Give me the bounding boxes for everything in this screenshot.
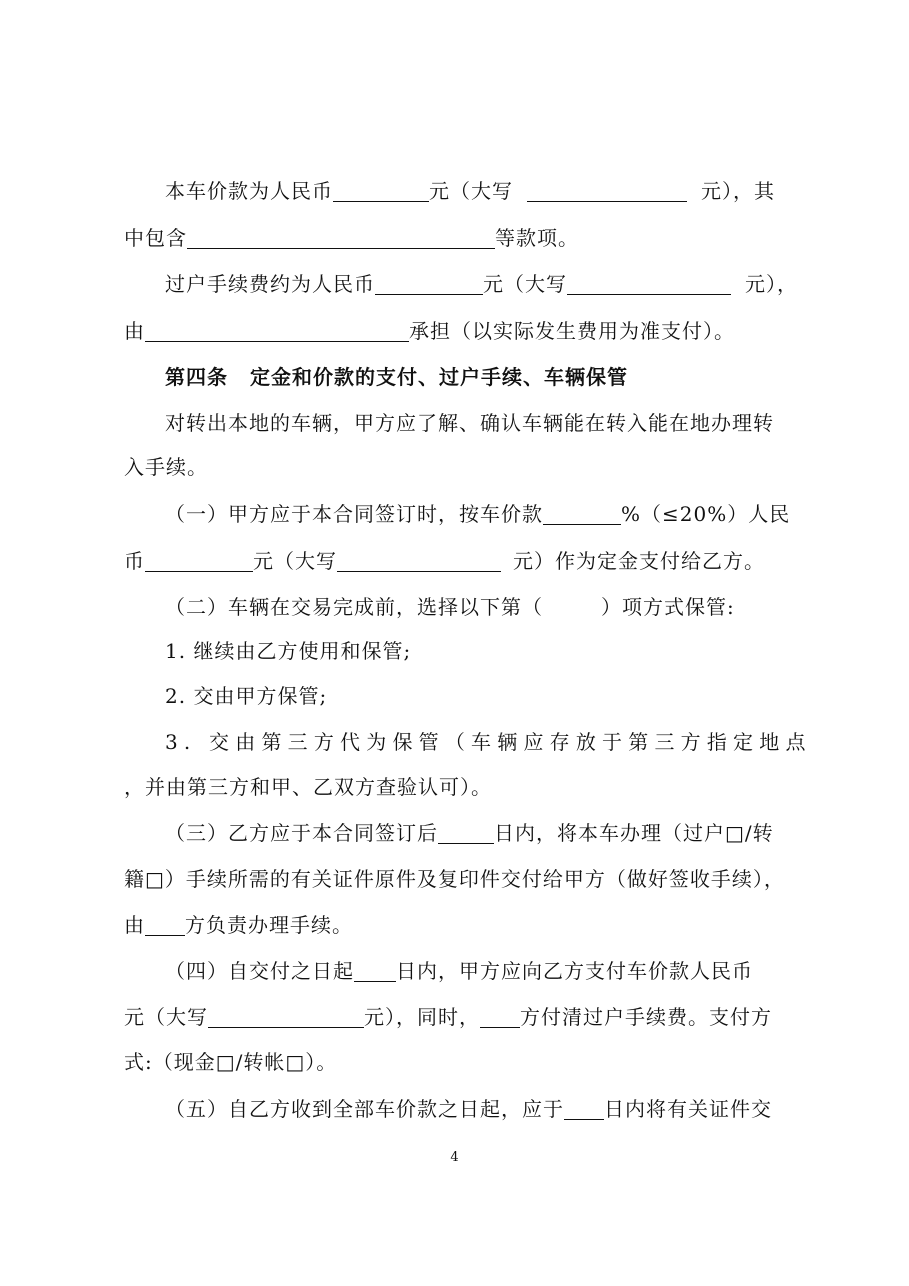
fee-settle-party-blank[interactable]: [480, 1003, 520, 1028]
transfer-fee-uppercase-blank[interactable]: [567, 270, 731, 295]
certificates-days-blank[interactable]: [564, 1095, 604, 1120]
payment-uppercase-blank[interactable]: [208, 1003, 364, 1028]
payment-method-line: [124, 1046, 337, 1078]
text: 对转出本地的车辆，甲方应了解、确认车辆能在转入能在地办理转: [165, 411, 774, 435]
text: 由: [124, 319, 145, 343]
transfer-fee-blank[interactable]: [375, 270, 483, 295]
text: 元（大写: [124, 1005, 208, 1029]
text: 由: [124, 913, 145, 937]
text: 元（大写: [483, 272, 567, 296]
payment-line: [165, 955, 753, 987]
text: 籍□）手续所需的有关证件原件及复印件交付给甲方（做好签收手续），: [124, 867, 785, 891]
fee-payer-line: [124, 315, 735, 347]
text: （五）自乙方收到全部车价款之日起，应于: [165, 1097, 564, 1121]
custody-option-1: [165, 635, 411, 667]
text: 日内，将本车办理（过户□/转: [494, 821, 774, 845]
text: 元（大写: [429, 179, 513, 203]
text: ）项方式保管:: [601, 595, 735, 619]
text: （二）车辆在交易完成前，选择以下第（: [165, 595, 543, 619]
payment-days-blank[interactable]: [354, 957, 396, 982]
deposit-line: [165, 498, 790, 530]
text: 3. 交由第三方代为保管（车辆应存放于第三方指定地点: [165, 730, 812, 754]
text: 币: [124, 549, 145, 573]
custody-option-3-cont: [124, 771, 492, 803]
text: 中包含: [124, 226, 187, 250]
text: 元），其: [701, 179, 775, 203]
text: 元（大写: [253, 549, 337, 573]
payment-line-cont: [124, 1001, 772, 1033]
custody-option-3: [165, 726, 812, 758]
documents-line: [165, 817, 774, 849]
text: ，并由第三方和甲、乙双方查验认可）。: [124, 775, 492, 799]
text: 1. 继续由乙方使用和保管;: [165, 639, 412, 663]
text: 承担（以实际发生费用为准支付）。: [409, 319, 735, 343]
price-uppercase-blank[interactable]: [527, 177, 687, 202]
documents-handler-line: [124, 909, 353, 941]
article-four-heading: [165, 361, 628, 393]
text: 式:（现金□/转帐□）。: [124, 1050, 338, 1074]
text: 方负责办理手续。: [185, 913, 353, 937]
article-number: 第四条: [165, 365, 228, 389]
documents-days-blank[interactable]: [438, 819, 494, 844]
paragraph-line: [124, 451, 208, 483]
text: 日内将有关证件交: [604, 1097, 772, 1121]
text: 入手续。: [124, 455, 208, 479]
fee-payer-blank[interactable]: [145, 317, 409, 342]
text: 元），同时，: [364, 1005, 480, 1029]
text: 过户手续费约为人民币: [165, 272, 375, 296]
deposit-amount-line: [124, 545, 765, 577]
deposit-amount-blank[interactable]: [145, 547, 253, 572]
transfer-fee-line: [165, 268, 798, 300]
price-includes-line: [124, 222, 579, 254]
text: 元），: [745, 272, 798, 296]
page-number: 4: [450, 1150, 459, 1165]
includes-items-blank[interactable]: [187, 224, 495, 249]
text: 元）作为定金支付给乙方。: [513, 549, 765, 573]
handler-party-blank[interactable]: [145, 911, 185, 936]
text: 2. 交由甲方保管;: [165, 684, 328, 708]
paragraph-line: [165, 407, 774, 439]
deposit-uppercase-blank[interactable]: [337, 547, 501, 572]
custody-option-2: [165, 680, 327, 712]
text: %（≤20%）人民: [621, 502, 791, 526]
text: （一）甲方应于本合同签订时，按车价款: [165, 502, 543, 526]
custody-choice-line: [165, 591, 735, 623]
price-line: [165, 175, 775, 207]
text: 日内，甲方应向乙方支付车价款人民币: [396, 959, 753, 983]
text: 等款项。: [495, 226, 579, 250]
text: （四）自交付之日起: [165, 959, 354, 983]
documents-line-cont: [124, 863, 785, 895]
price-amount-blank[interactable]: [333, 177, 429, 202]
deposit-percent-blank[interactable]: [543, 500, 621, 525]
article-title: 定金和价款的支付、过户手续、车辆保管: [250, 365, 628, 389]
certificates-line: [165, 1093, 772, 1125]
text: （三）乙方应于本合同签订后: [165, 821, 438, 845]
text: 方付清过户手续费。支付方: [520, 1005, 772, 1029]
text: 本车价款为人民币: [165, 179, 333, 203]
